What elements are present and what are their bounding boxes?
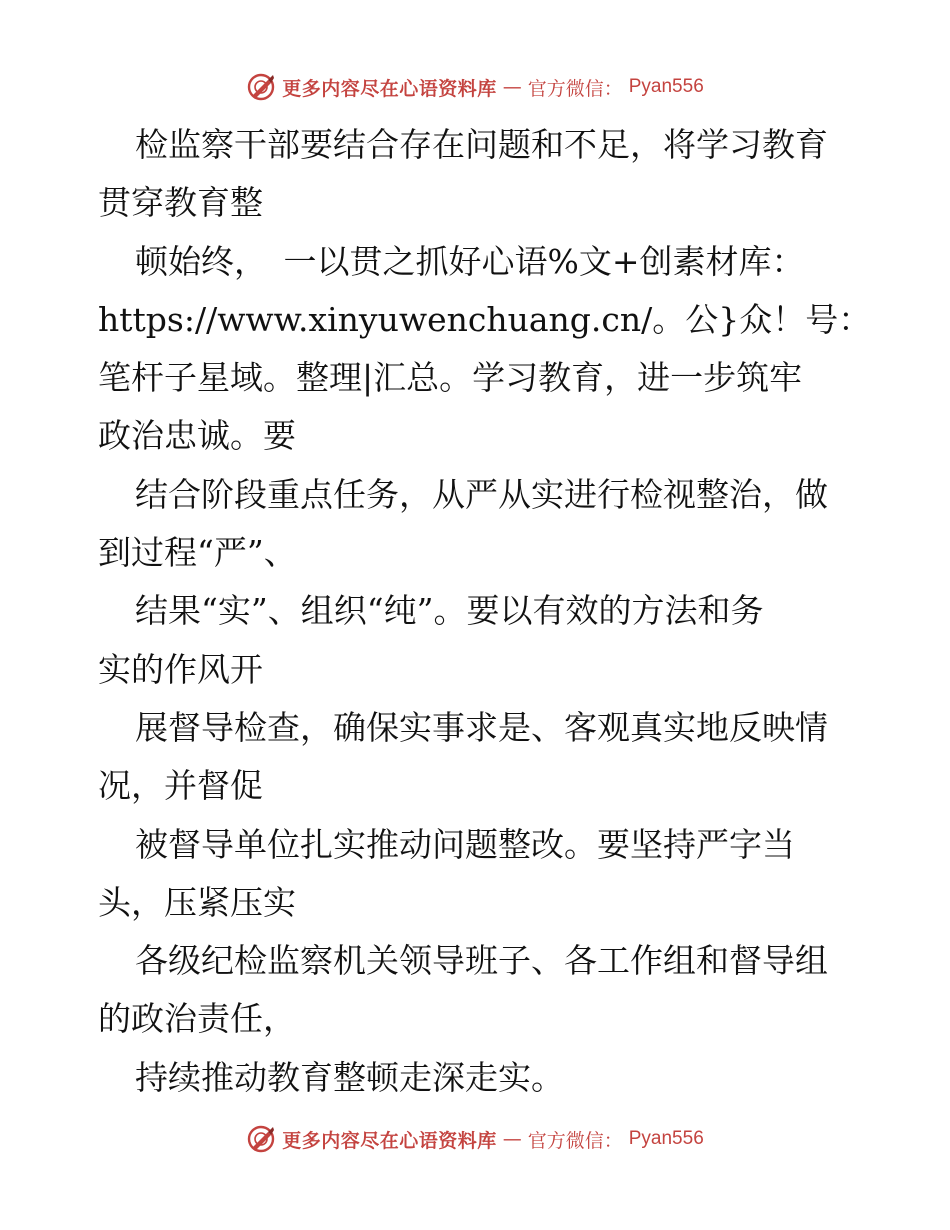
body-line: 检监察干部要结合存在问题和不足，将学习教育	[135, 125, 828, 164]
brand-logo-icon	[246, 1124, 276, 1154]
body-line: 笔杆子星域。整理|汇总。学习教育，进一步筑牢	[98, 358, 803, 398]
body-line: 被督导单位扎实推动问题整改。要坚持严字当	[135, 824, 795, 864]
body-line: 各级纪检监察机关领导班子、各工作组和督导组	[135, 941, 828, 981]
body-line: 况，并督促	[98, 766, 263, 806]
brand-logo-icon	[246, 72, 276, 102]
body-line: 的政治责任，	[98, 999, 296, 1039]
body-line: 展督导检查，确保实事求是、客观真实地反映情	[135, 707, 828, 747]
header-wechat-label: 官方微信：	[527, 77, 623, 100]
body-line: 头，压紧压实	[98, 882, 296, 922]
body-line: 结合阶段重点任务，从严从实进行检视整治，做	[135, 474, 828, 514]
footer-dash: —	[502, 1128, 522, 1150]
page-footer	[0, 1124, 950, 1154]
header-wechat-id: Pyan556	[628, 76, 704, 97]
body-line: 顿始终， 一以贯之抓好心语%文+创素材库：	[135, 241, 805, 281]
footer-wechat-id: Pyan556	[628, 1128, 704, 1149]
footer-wechat-label: 官方微信：	[527, 1129, 623, 1152]
body-line: 持续推动教育整顿走深走实。	[135, 1057, 564, 1097]
page-header	[0, 72, 950, 102]
header-dash: —	[502, 76, 522, 98]
footer-brand-text: 更多内容尽在心语资料库	[282, 1129, 497, 1152]
body-line: https://www.xinyuwenchuang.cn/。公}众！号：	[98, 299, 872, 339]
document-body	[98, 116, 872, 1107]
header-brand-text: 更多内容尽在心语资料库	[282, 77, 497, 100]
body-line: 到过程“严”、	[98, 533, 297, 573]
body-line: 实的作风开	[98, 649, 263, 689]
body-line: 结果“实”、组织“纯”。要以有效的方法和务	[135, 591, 764, 631]
body-line: 贯穿教育整	[98, 183, 263, 223]
body-line: 政治忠诚。要	[98, 416, 296, 456]
